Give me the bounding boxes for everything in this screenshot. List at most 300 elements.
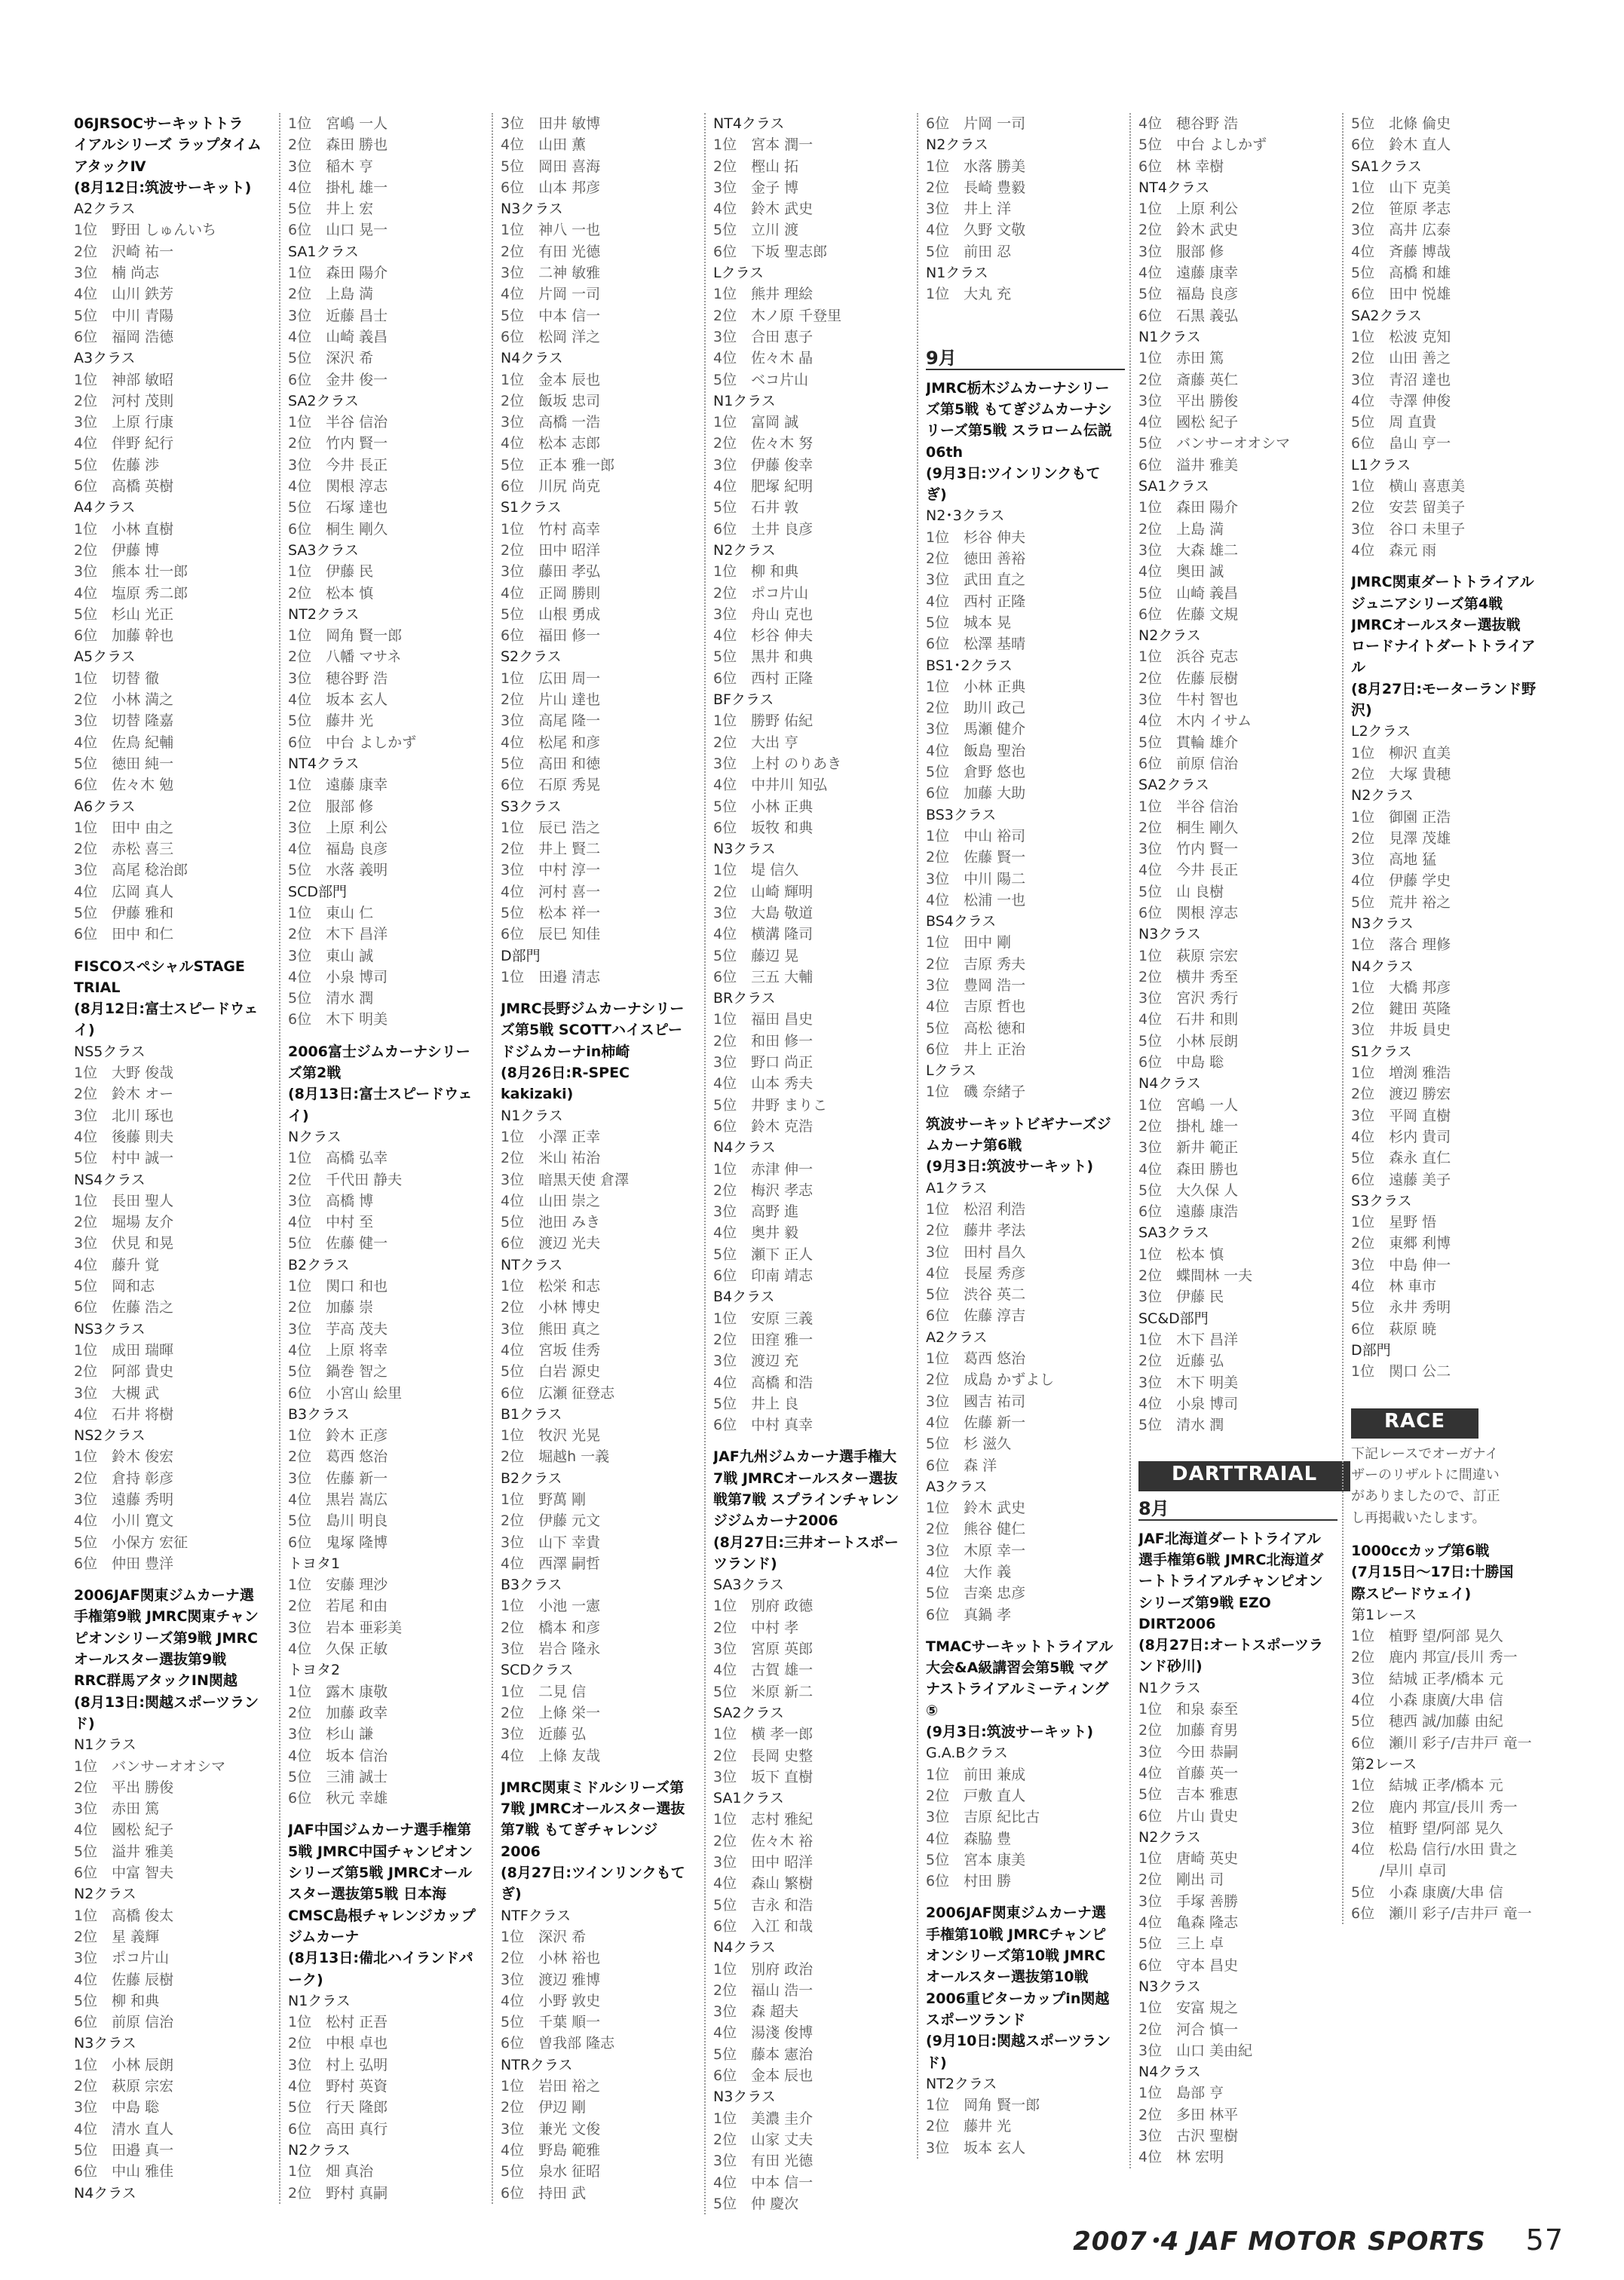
spacer <box>926 305 1125 316</box>
result-row: 5位 池田 みき <box>501 1214 601 1231</box>
result-row: 1位 小林 直樹 <box>74 520 174 538</box>
event-heading: 2006富士ジムカーナシリー <box>288 1043 470 1060</box>
result-row: 2位 竹内 賢一 <box>288 435 388 452</box>
spacer <box>1351 1393 1550 1404</box>
result-row: 4位 野島 範雅 <box>501 2141 601 2159</box>
result-row: 6位 佐藤 浩之 <box>74 1299 174 1316</box>
result-row: 1位 鈴木 武史 <box>926 1500 1026 1517</box>
class-label: N1クラス <box>713 392 776 409</box>
result-row: 4位 伴野 紀行 <box>74 435 174 452</box>
class-label: N1クラス <box>926 265 988 282</box>
result-row: 6位 曽我部 隆志 <box>501 2035 615 2052</box>
result-row: 5位 高松 徳和 <box>926 1019 1026 1037</box>
event-heading: オールスター選抜第9戦 <box>74 1651 227 1669</box>
class-label: BRクラス <box>713 990 776 1007</box>
column-2 <box>279 113 487 2204</box>
event-heading: (8月27日:ツインリンクもて <box>501 1865 685 1882</box>
event-heading: 第7戦 もてぎチャレンジ <box>501 1822 658 1839</box>
result-row: 4位 佐々木 晶 <box>713 350 814 367</box>
result-row: 6位 仲田 豊洋 <box>74 1555 174 1572</box>
event-heading: (8月27日:モーターランド野 <box>1351 680 1537 697</box>
result-row: 2位 佐藤 賢一 <box>926 849 1026 866</box>
event-heading: 大会&A級講習会第5戦 マグ <box>926 1659 1108 1677</box>
result-row: 4位 西澤 嗣哲 <box>501 1555 601 1572</box>
event-heading: ナストライアルミーティング <box>926 1681 1109 1698</box>
result-row: 6位 持田 武 <box>501 2184 587 2202</box>
column-3 <box>492 113 700 2204</box>
result-row: 1位 深沢 希 <box>501 1928 587 1945</box>
class-label: N4クラス <box>713 1139 776 1157</box>
result-row: 6位 下坂 聖志郎 <box>713 243 828 260</box>
result-row: 4位 正岡 勝則 <box>501 584 601 602</box>
result-row: 2位 助川 政己 <box>926 700 1026 717</box>
result-row: 6位 田中 悦雄 <box>1351 286 1451 303</box>
result-row: 4位 片岡 一司 <box>501 286 601 303</box>
result-row: 1位 杉谷 伸夫 <box>926 529 1026 546</box>
result-row: 2位 八幡 マサネ <box>288 648 402 666</box>
result-row: 3位 渡辺 雅博 <box>501 1971 601 1988</box>
result-row: 6位 溢井 雅美 <box>1138 456 1239 473</box>
result-row: 4位 森元 雨 <box>1351 541 1437 559</box>
result-row: 6位 土井 良彦 <box>713 520 814 538</box>
result-row: 5位 福島 良彦 <box>1138 286 1239 303</box>
result-row: 1位 森田 陽介 <box>1138 499 1239 516</box>
result-row: 6位 坂牧 和典 <box>713 819 814 836</box>
result-row: 3位 佐藤 新一 <box>288 1469 388 1487</box>
result-row: 4位 福島 良彦 <box>288 841 388 858</box>
result-row: 5位 清水 潤 <box>288 990 374 1007</box>
result-row: 4位 松島 信行/水田 貴之 <box>1351 1841 1518 1859</box>
result-row: 5位 泉水 征昭 <box>501 2163 601 2180</box>
result-row: 4位 穂谷野 浩 <box>1138 115 1239 132</box>
section-badge <box>1138 1461 1350 1491</box>
result-row: 2位 服部 修 <box>288 798 374 815</box>
class-label: N4クラス <box>74 2184 136 2202</box>
result-row: 3位 田村 昌久 <box>926 1243 1026 1261</box>
result-row: 2位 加藤 政幸 <box>288 1704 388 1721</box>
result-row: 2位 渡辺 勝宏 <box>1351 1086 1451 1103</box>
result-row: 1位 堤 信久 <box>713 862 799 879</box>
result-row: 2位 福山 浩一 <box>713 1981 814 1999</box>
result-row: 2位 鹿内 邦宣/長川 秀一 <box>1351 1649 1518 1666</box>
result-row: 4位 奥井 毅 <box>713 1224 799 1242</box>
class-label: SA2クラス <box>288 392 359 409</box>
result-row: 5位 仲 慶次 <box>713 2195 799 2212</box>
event-heading: JMRC関東ミドルシリーズ第 <box>501 1779 685 1796</box>
result-row: 3位 上原 利公 <box>288 819 388 836</box>
result-row: 1位 水落 勝美 <box>926 158 1026 175</box>
result-row: 5位 山根 勇成 <box>501 605 601 623</box>
result-row: 1位 富岡 誠 <box>713 414 799 431</box>
result-row: 6位 石原 秀晃 <box>501 777 601 794</box>
result-row: 4位 宮坂 佳秀 <box>501 1341 601 1359</box>
result-row: 6位 林 幸樹 <box>1138 158 1224 175</box>
result-row: 5位 吉永 和浩 <box>713 1896 814 1914</box>
event-heading: JAF九州ジムカーナ選手権大 <box>713 1448 896 1466</box>
result-row: 5位 永井 秀明 <box>1351 1299 1451 1316</box>
result-row: 6位 高田 真行 <box>288 2120 388 2138</box>
result-row: 1位 志村 雅紀 <box>713 1811 814 1828</box>
result-row: 2位 鈴木 武史 <box>1138 222 1239 239</box>
class-label: N1クラス <box>74 1736 136 1754</box>
event-heading: ぎ) <box>926 486 947 504</box>
result-row: 6位 西村 正隆 <box>713 670 814 687</box>
result-row: 1位 田中 由之 <box>74 819 174 836</box>
result-row: 1位 福田 昌史 <box>713 1011 814 1028</box>
result-row: 6位 佐々木 勉 <box>74 777 174 794</box>
class-label: SCDクラス <box>501 1662 574 1679</box>
event-heading: JAF中国ジムカーナ選手権第 <box>288 1822 471 1839</box>
result-row: 4位 広岡 真人 <box>74 883 174 900</box>
result-row: 3位 坂下 直樹 <box>713 1768 814 1785</box>
result-row: 5位 佐藤 健一 <box>288 1235 388 1252</box>
class-label: N2クラス <box>288 2141 351 2159</box>
event-heading: 2006JAF関東ジムカーナ選 <box>926 1905 1106 1922</box>
result-row: 6位 井上 正治 <box>926 1040 1026 1058</box>
class-label: NT4クラス <box>1138 179 1210 196</box>
event-heading: イアルシリーズ ラップタイム <box>74 136 262 154</box>
result-row: 1位 畑 真治 <box>288 2163 374 2180</box>
result-row: 3位 古沢 聖樹 <box>1138 2128 1239 2145</box>
footer-title: 2007･4 JAF MOTOR SPORTS <box>1073 2226 1486 2257</box>
result-row: 4位 森山 繁樹 <box>713 1875 814 1892</box>
result-row: 3位 金子 博 <box>713 179 799 196</box>
result-row: 6位 守本 昌史 <box>1138 1957 1239 1974</box>
result-row: 6位 田中 和仁 <box>74 926 174 943</box>
result-row: 2位 赤松 喜三 <box>74 841 174 858</box>
event-heading: JMRCオールスター選抜戦 <box>1351 616 1521 633</box>
event-heading: JMRC関東ダートトライアル <box>1351 574 1534 591</box>
result-row: 4位 上原 将幸 <box>288 1341 388 1359</box>
result-row: 3位 坂本 玄人 <box>926 2139 1026 2156</box>
class-label: Nクラス <box>288 1128 342 1145</box>
event-heading: 2006 <box>501 1843 541 1860</box>
result-row: /早川 卓司 <box>1351 1862 1447 1880</box>
result-row: 3位 山口 美由紀 <box>1138 2042 1253 2059</box>
result-row: 6位 金井 俊一 <box>288 371 388 388</box>
result-row: 1位 鈴木 俊宏 <box>74 1448 174 1466</box>
result-row: 5位 山崎 義昌 <box>1138 584 1239 602</box>
class-label: トヨタ1 <box>288 1555 341 1572</box>
result-row: 6位 金本 辰也 <box>713 2067 814 2085</box>
result-row: 4位 國松 紀子 <box>74 1822 174 1839</box>
result-row: 5位 島川 明良 <box>288 1512 388 1530</box>
result-row: 2位 小林 裕也 <box>501 1950 601 1967</box>
result-row: 1位 安原 三義 <box>713 1310 814 1327</box>
event-heading: ピオンシリーズ第9戦 JMRC <box>74 1629 258 1647</box>
result-row: 3位 木原 幸一 <box>926 1542 1026 1559</box>
result-row: 4位 佐藤 新一 <box>926 1414 1026 1431</box>
event-heading: 沢) <box>1351 702 1372 719</box>
class-label: N4クラス <box>1138 1075 1201 1092</box>
result-row: 4位 藤升 覚 <box>74 1256 160 1273</box>
spacer <box>1351 1383 1550 1393</box>
result-row: 6位 中台 よしかず <box>288 734 417 751</box>
result-row: 5位 小保方 宏征 <box>74 1534 188 1551</box>
column-1 <box>66 113 274 2204</box>
correction-note: がありましたので、訂正 <box>1351 1488 1500 1505</box>
class-label: A2クラス <box>74 201 136 218</box>
result-row: 6位 中島 聡 <box>1138 1054 1224 1071</box>
event-heading: ズ第2戦 <box>288 1065 342 1082</box>
class-label: BS4クラス <box>926 913 997 930</box>
event-heading: (9月10日:関越スポーツラン <box>926 2033 1111 2050</box>
event-heading: (8月27日:三井オートスポー <box>713 1534 899 1551</box>
result-row: 1位 宮本 潤一 <box>713 136 814 154</box>
class-label: NT4クラス <box>288 755 360 772</box>
event-heading: スター選抜第5戦 日本海 <box>288 1886 446 1903</box>
result-row: 2位 橋本 和彦 <box>501 1619 601 1636</box>
class-label: A1クラス <box>926 1179 988 1197</box>
class-label: SA2クラス <box>1351 307 1422 324</box>
result-row: 3位 宮原 英郎 <box>713 1641 814 1658</box>
result-row: 1位 星野 悟 <box>1351 1214 1437 1231</box>
spacer <box>713 1436 912 1446</box>
result-row: 6位 入江 和哉 <box>713 1917 814 1935</box>
class-label: S3クラス <box>501 798 562 815</box>
class-label: N2クラス <box>1138 1828 1201 1846</box>
result-row: 6位 桐生 剛久 <box>288 520 388 538</box>
result-row: 1位 田中 剛 <box>926 934 1012 952</box>
result-row: 6位 中山 雅佳 <box>74 2163 174 2180</box>
class-label: トヨタ2 <box>288 1662 341 1679</box>
class-label: N4クラス <box>501 350 563 367</box>
result-row: 2位 斎藤 英仁 <box>1138 371 1239 388</box>
result-row: 3位 兼光 文俊 <box>501 2120 601 2138</box>
result-row: 5位 藤本 憲治 <box>713 2046 814 2063</box>
result-row: 5位 中本 信一 <box>501 307 601 324</box>
result-row: 5位 森永 直仁 <box>1351 1150 1451 1167</box>
result-row: 1位 増渕 雅浩 <box>1351 1065 1451 1082</box>
result-row: 3位 牛村 智也 <box>1138 691 1239 709</box>
class-label: N3クラス <box>713 841 776 858</box>
result-row: 5位 水落 義明 <box>288 862 388 879</box>
result-row: 3位 赤田 篤 <box>74 1800 160 1818</box>
event-heading: ドジムカーナin柿崎 <box>501 1043 630 1060</box>
class-label: SA3クラス <box>713 1577 784 1594</box>
result-row: 1位 切替 徹 <box>74 670 160 687</box>
result-row: 6位 森 洋 <box>926 1457 997 1474</box>
result-row: 1位 伊藤 民 <box>288 563 374 581</box>
result-row: 5位 中川 青陽 <box>74 307 174 324</box>
result-row: 1位 磯 奈緒子 <box>926 1083 1026 1101</box>
class-label: N3クラス <box>1351 915 1414 932</box>
column-4 <box>704 113 912 2214</box>
result-row: 3位 今井 長正 <box>288 456 388 473</box>
event-heading: ーク) <box>288 1971 323 1988</box>
event-heading: ンド砂川) <box>1138 1658 1203 1675</box>
result-row: 2位 中根 卓也 <box>288 2035 388 2052</box>
result-row: 5位 周 直貴 <box>1351 414 1437 431</box>
event-heading: TMACサーキットトライアル <box>926 1638 1114 1655</box>
result-row: 1位 松村 正吾 <box>288 2014 388 2031</box>
result-row: 1位 野田 しゅんいち <box>74 222 217 239</box>
result-row: 1位 浜谷 克志 <box>1138 648 1239 666</box>
page-number: 57 <box>1525 2223 1564 2257</box>
result-row: 2位 若尾 和由 <box>288 1598 388 1615</box>
event-heading: スポーツランド <box>926 2011 1026 2028</box>
result-row: 1位 関口 和也 <box>288 1278 388 1295</box>
result-row: 1位 唐崎 英史 <box>1138 1850 1239 1868</box>
result-row: 5位 高田 和徳 <box>501 755 601 772</box>
result-row: 5位 村中 誠一 <box>74 1150 174 1167</box>
result-row: 5位 佐藤 渉 <box>74 456 160 473</box>
result-row: 4位 西村 正隆 <box>926 593 1026 610</box>
result-row: 2位 田中 昭洋 <box>501 541 601 559</box>
result-row: 4位 亀森 隆志 <box>1138 1914 1239 1932</box>
result-row: 3位 二神 敏雅 <box>501 265 601 282</box>
event-heading: (8月26日:R-SPEC <box>501 1065 630 1082</box>
result-row: 3位 大槻 武 <box>74 1384 160 1402</box>
result-row: 3位 杉山 謙 <box>288 1726 374 1743</box>
result-row: 2位 吉原 秀夫 <box>926 955 1026 973</box>
class-label: N1クラス <box>1138 1679 1201 1696</box>
result-row: 6位 加藤 幹也 <box>74 627 174 645</box>
result-row: 3位 遠藤 秀明 <box>74 1491 174 1508</box>
result-row: 1位 岡角 賢一郎 <box>288 627 403 645</box>
class-label: SCD部門 <box>288 883 347 900</box>
result-row: 2位 鍵田 英隆 <box>1351 1001 1451 1018</box>
result-row: 5位 石塚 達也 <box>288 499 388 516</box>
result-row: 4位 長屋 秀彦 <box>926 1264 1026 1282</box>
result-row: 1位 宮嶋 一人 <box>288 115 388 132</box>
result-row: 1位 長田 聖人 <box>74 1192 174 1209</box>
result-row: 5位 杉山 光正 <box>74 605 174 623</box>
result-row: 4位 山田 崇之 <box>501 1192 601 1209</box>
spacer <box>926 337 1125 348</box>
result-row: 5位 黒井 和典 <box>713 648 814 666</box>
result-row: 2位 ポコ片山 <box>713 584 809 602</box>
class-label: N2･3クラス <box>926 507 1005 525</box>
result-row: 3位 手塚 善勝 <box>1138 1892 1239 1910</box>
result-row: 6位 渡辺 光夫 <box>501 1235 601 1252</box>
class-label: NTFクラス <box>501 1907 571 1924</box>
result-row: 1位 大丸 充 <box>926 286 1012 303</box>
class-label: D部門 <box>1351 1341 1391 1359</box>
event-heading: RRC群馬アタックIN関越 <box>74 1672 237 1690</box>
result-row: 1位 小林 正典 <box>926 678 1026 695</box>
result-row: 5位 井野 まりこ <box>713 1096 828 1114</box>
result-row: 3位 木下 明美 <box>1138 1374 1239 1391</box>
event-heading: ズ第5戦 SCOTTハイスピー <box>501 1022 683 1039</box>
result-row: 1位 神八 一也 <box>501 222 601 239</box>
result-row: 3位 藤田 孝弘 <box>501 563 601 581</box>
event-heading: (8月13日:関越スポーツラン <box>74 1693 259 1711</box>
result-row: 5位 貫輪 雄介 <box>1138 734 1239 751</box>
result-row: 5位 三浦 誠士 <box>288 1768 388 1785</box>
result-row: 5位 小林 正典 <box>713 798 814 815</box>
event-heading: アタックⅣ <box>74 158 146 175</box>
result-row: 5位 小森 康廣/大串 信 <box>1351 1883 1503 1901</box>
event-heading: (9月3日:筑波サーキット) <box>926 1158 1094 1175</box>
result-row: 3位 稲木 亨 <box>288 158 374 175</box>
result-row: 6位 中村 真幸 <box>713 1417 814 1434</box>
class-label: N1クラス <box>1138 328 1201 345</box>
class-label: NS4クラス <box>74 1171 146 1188</box>
result-row: 4位 小泉 博司 <box>1138 1395 1239 1412</box>
class-label: SA1クラス <box>288 243 359 260</box>
event-heading: 2006JAF関東ジムカーナ選 <box>74 1587 254 1604</box>
result-row: 5位 白岩 源史 <box>501 1363 601 1381</box>
event-heading: TRIAL <box>74 979 121 996</box>
result-row: 4位 寺澤 伸俊 <box>1351 392 1451 409</box>
class-label: SA3クラス <box>1138 1224 1209 1242</box>
result-row: 3位 熊本 壮一郎 <box>74 563 188 581</box>
result-row: 5位 北條 倫史 <box>1351 115 1451 132</box>
result-row: 3位 平岡 直樹 <box>1351 1107 1451 1124</box>
result-row: 3位 中島 伸一 <box>1351 1256 1451 1273</box>
result-row: 3位 上原 行康 <box>74 414 174 431</box>
event-heading: DIRT2006 <box>1138 1615 1216 1632</box>
result-row: 2位 安芸 留美子 <box>1351 499 1466 516</box>
spacer <box>501 1767 700 1777</box>
event-heading: (9月3日:ツインリンクもて <box>926 464 1101 482</box>
result-row: 5位 荒井 裕之 <box>1351 893 1451 911</box>
result-row: 2位 加藤 育男 <box>1138 1722 1239 1739</box>
result-row: 1位 金本 辰也 <box>501 371 601 388</box>
result-row: 2位 熊谷 健仁 <box>926 1521 1026 1538</box>
result-row: 4位 松浦 一也 <box>926 891 1026 909</box>
result-row: 3位 青沼 達也 <box>1351 371 1451 388</box>
result-row: 5位 穂西 誠/加藤 由紀 <box>1351 1713 1503 1730</box>
result-row: 2位 木下 昌洋 <box>288 926 388 943</box>
result-row: 2位 千代田 静夫 <box>288 1171 403 1188</box>
result-row: 4位 杉内 貴司 <box>1351 1128 1451 1145</box>
result-row: 3位 渡辺 充 <box>713 1353 799 1370</box>
class-label: SA1クラス <box>1138 478 1209 495</box>
result-row: 5位 井上 良 <box>713 1395 799 1412</box>
result-row: 1位 柳沢 直美 <box>1351 744 1451 762</box>
result-row: 4位 山田 薫 <box>501 136 587 154</box>
result-row: 4位 山本 秀夫 <box>713 1075 814 1092</box>
class-label: SA2クラス <box>713 1704 784 1721</box>
result-row: 6位 瀬川 彩子/吉井戸 竜一 <box>1351 1905 1532 1923</box>
column-5 <box>917 113 1125 2159</box>
event-heading: オンシリーズ第10戦 JMRC <box>926 1948 1106 1965</box>
result-row: 1位 別府 政治 <box>713 1960 814 1978</box>
event-heading: (8月27日:オートスポーツラ <box>1138 1637 1323 1654</box>
class-label: A4クラス <box>74 499 136 516</box>
result-row: 1位 二見 信 <box>501 1683 587 1700</box>
result-row: 2位 飯坂 忠司 <box>501 392 601 409</box>
result-row: 4位 斉藤 博哉 <box>1351 243 1451 260</box>
result-row: 3位 森 超夫 <box>713 2003 799 2021</box>
result-row: 1位 島部 亨 <box>1138 2085 1224 2102</box>
result-row: 2位 木ノ原 千登里 <box>713 307 842 324</box>
result-row: 4位 飯島 聖治 <box>926 742 1026 759</box>
result-row: 4位 横溝 隆司 <box>713 926 814 943</box>
result-row: 1位 別府 政德 <box>713 1598 814 1615</box>
result-row: 1位 辰已 浩之 <box>501 819 601 836</box>
result-row: 2位 近藤 弘 <box>1138 1353 1224 1370</box>
result-row: 3位 暗黒天使 倉澤 <box>501 1171 630 1188</box>
result-row: 3位 武田 直之 <box>926 572 1026 589</box>
result-row: 1位 中山 裕司 <box>926 827 1026 844</box>
result-row: 6位 三五 大輔 <box>713 968 814 985</box>
result-row: 2位 成島 かずよし <box>926 1371 1055 1389</box>
result-row: 6位 福岡 浩德 <box>74 328 174 345</box>
result-row: 5位 瀬下 正人 <box>713 1246 814 1263</box>
result-row: 1位 熊井 理絵 <box>713 286 814 303</box>
event-heading: 際スピードウェイ) <box>1351 1585 1472 1602</box>
event-heading: 手権第10戦 JMRCチャンピ <box>926 1926 1107 1943</box>
class-label: NTRクラス <box>501 2056 573 2073</box>
result-row: 3位 切替 隆嘉 <box>74 712 174 730</box>
spacer <box>288 1031 487 1041</box>
result-row: 5位 鍋巻 智之 <box>288 1363 388 1381</box>
class-label: NS5クラス <box>74 1043 146 1060</box>
result-row: 2位 萩原 宗宏 <box>74 2078 174 2095</box>
